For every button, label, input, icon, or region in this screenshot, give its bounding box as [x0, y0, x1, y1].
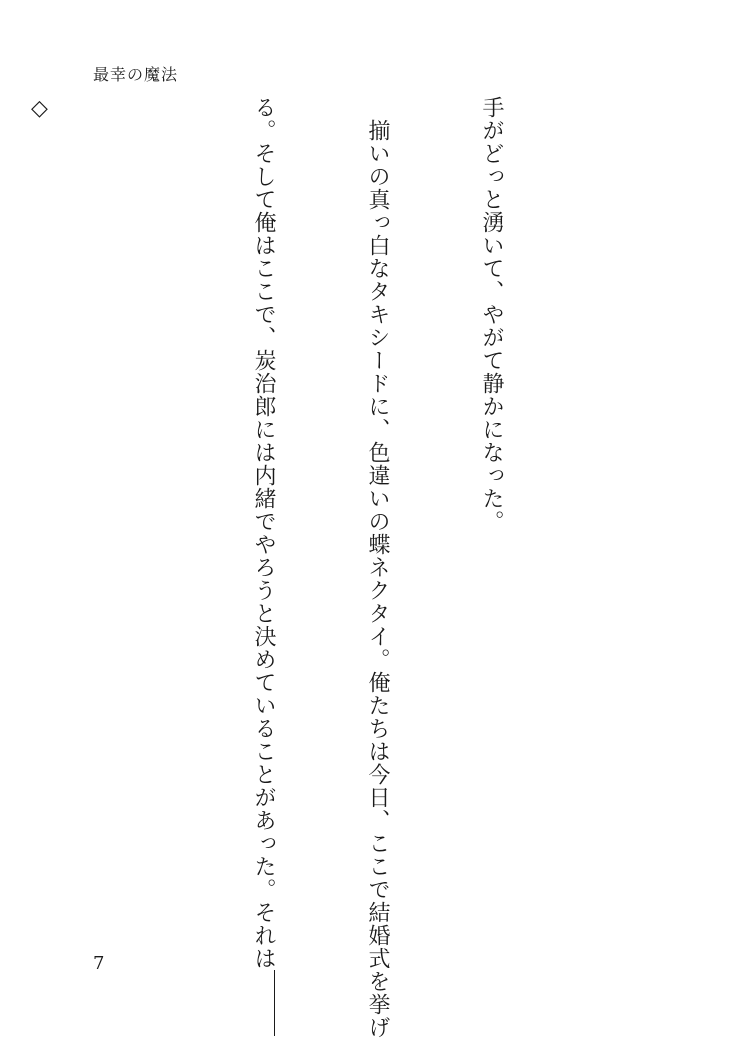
text-line: 揃いの真っ白なタキシードに、色違いの蝶ネクタイ。俺たちは今日、ここで結婚式を挙げ — [365, 96, 390, 1039]
running-header: 最幸の魔法 — [93, 65, 179, 84]
text-line-content: る。そして俺はここで、炭治郎には内緒でやろうと決めていることがあった。それは — [251, 96, 276, 970]
body-text — [0, 96, 586, 1039]
text-line — [244, 96, 282, 970]
section-break-diamond: ◇ — [27, 96, 52, 122]
text-line: 手がどっと湧いて、やがて静かになった。 — [479, 96, 504, 533]
page-number: 7 — [93, 953, 105, 974]
paragraph-break — [134, 96, 168, 936]
em-dash-line — [274, 970, 275, 1036]
